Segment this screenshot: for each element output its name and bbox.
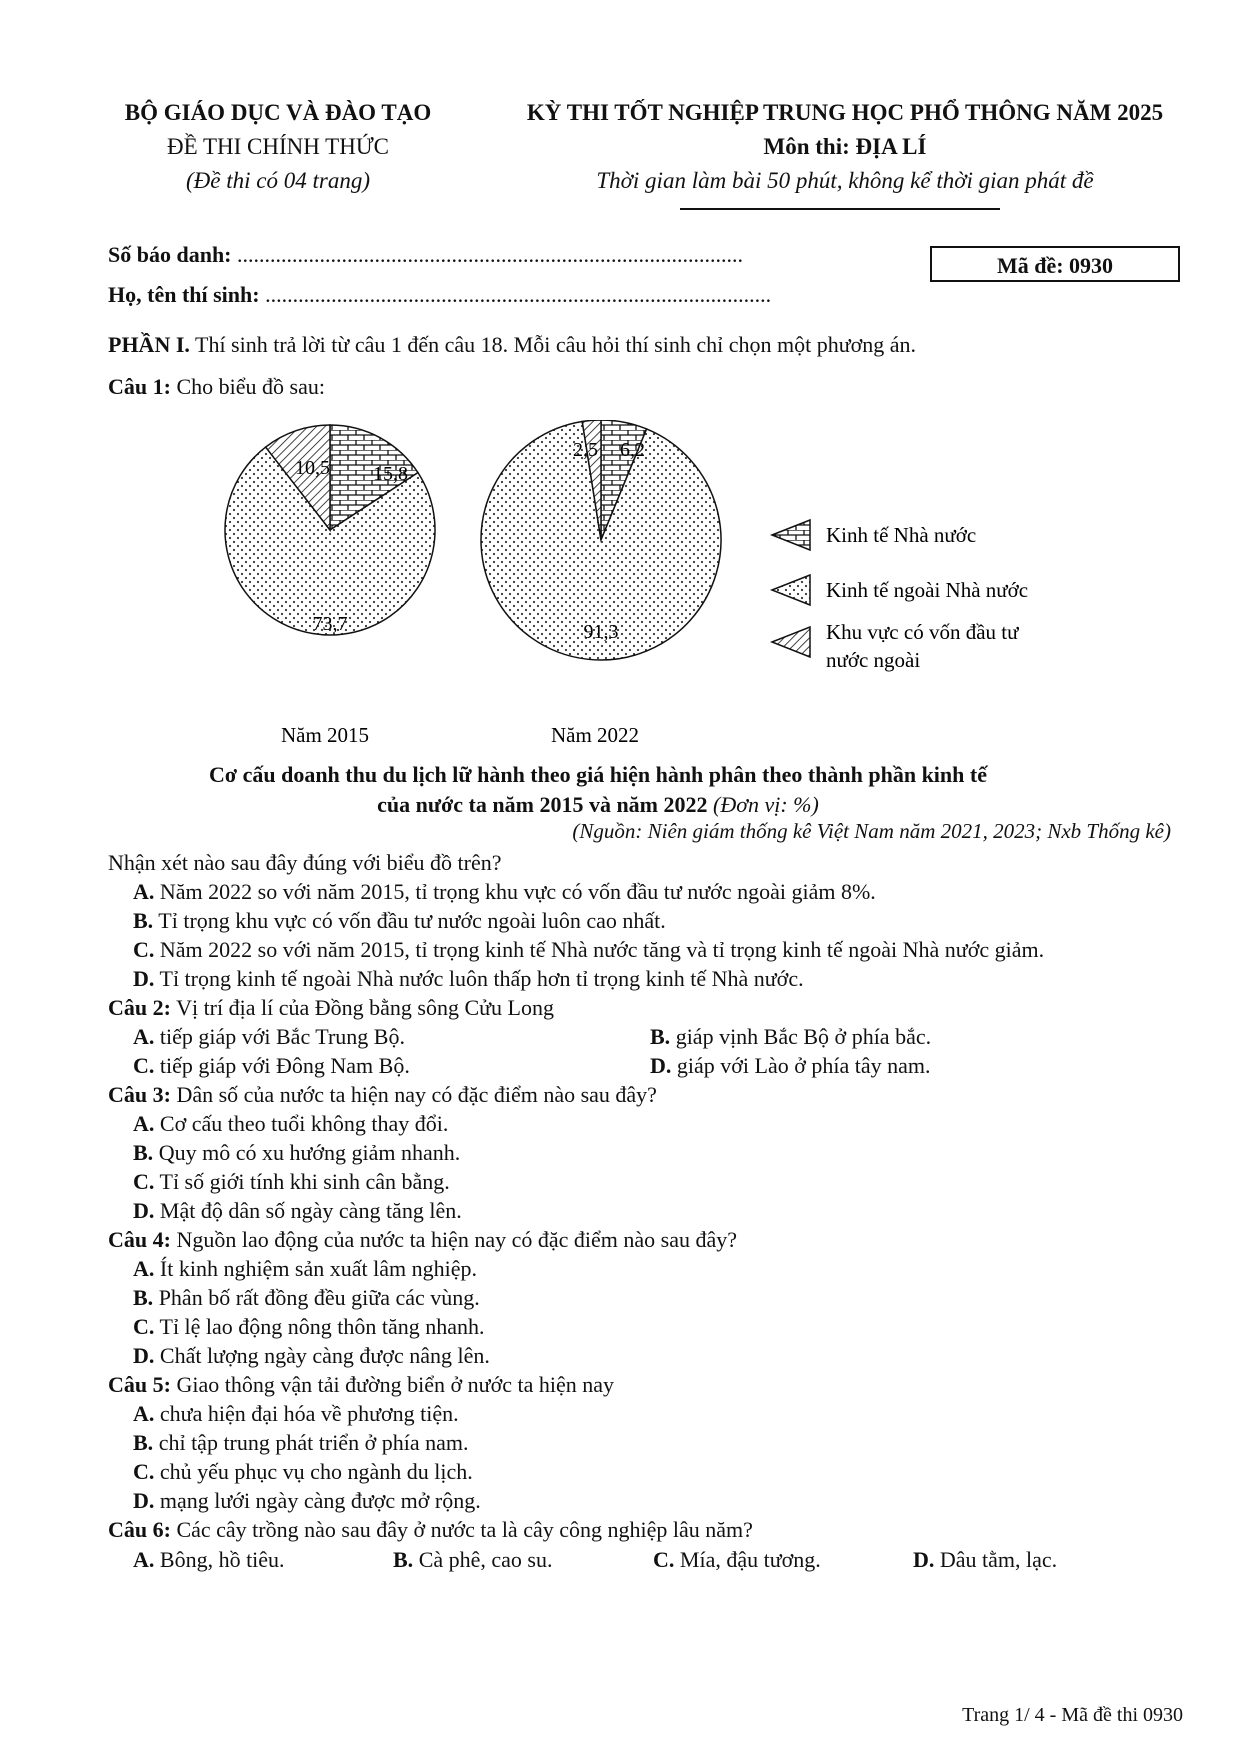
pie-chart <box>0 420 1241 760</box>
name-field <box>108 282 771 308</box>
chart-source: (Nguồn: Niên giám thống kê Việt Nam năm 2021, 2023; Nxb Thống kê) <box>572 819 1171 843</box>
q1-option-b: B. Tỉ trọng khu vực có vốn đầu tư nước ngoài luôn cao nhất. <box>133 908 666 933</box>
q5-b-text: chỉ tập trung phát triển ở phía nam. <box>158 1430 469 1455</box>
q6-b-text: Cà phê, cao su. <box>418 1547 553 1572</box>
q6-text: Các cây trồng nào sau đây ở nước ta là cây công nghiệp lâu năm? <box>176 1517 753 1542</box>
pie-2015 <box>225 425 435 635</box>
q4-option-b: B. Phân bố rất đồng đều giữa các vùng. <box>133 1285 480 1310</box>
q6-label: Câu 6: <box>108 1517 171 1542</box>
q5-text: Giao thông vận tải đường biển ở nước ta hiện nay <box>176 1372 614 1397</box>
header-left <box>98 96 458 198</box>
chart-title-line1: Cơ cấu doanh thu du lịch lữ hành theo giá hiện hành phân theo thành phần kinh tế <box>209 762 987 787</box>
q1-option-c: C. Năm 2022 so với năm 2015, tỉ trọng kinh tế Nhà nước tăng và tỉ trọng kinh tế ngoài Nhà nước giảm. <box>133 937 1045 962</box>
q4-option-a: A. Ít kinh nghiệm sản xuất lâm nghiệp. <box>133 1256 477 1281</box>
q3-option-d: D. Mật độ dân số ngày càng tăng lên. <box>133 1198 462 1223</box>
q4-a-text: Ít kinh nghiệm sản xuất lâm nghiệp. <box>159 1256 477 1281</box>
year-2015: Năm 2015 <box>280 723 370 747</box>
q5-option-c: C. chủ yếu phục vụ cho ngành du lịch. <box>133 1459 473 1484</box>
header-divider <box>680 208 1000 210</box>
q6-a-text: Bông, hồ tiêu. <box>159 1547 285 1572</box>
q5-a-text: chưa hiện đại hóa về phương tiện. <box>159 1401 459 1426</box>
q4-option-d: D. Chất lượng ngày càng được nâng lên. <box>133 1343 490 1368</box>
sbd-label: Số báo danh: <box>108 242 232 267</box>
q4-text: Nguồn lao động của nước ta hiện nay có đặc điểm nào sau đây? <box>176 1227 737 1252</box>
exam-code-value: 0930 <box>1069 253 1114 278</box>
name-dots: ............................................................................................ <box>265 282 772 307</box>
q6-c-text: Mía, đậu tương. <box>679 1547 821 1572</box>
page-footer: Trang 1/ 4 - Mã đề thi 0930 <box>962 1704 1183 1726</box>
chart-title <box>98 760 1098 820</box>
q1-label: Câu 1: <box>108 374 171 399</box>
q5-d-text: mạng lưới ngày càng được mở rộng. <box>159 1488 481 1513</box>
exam-title: KỲ THI TỐT NGHIỆP TRUNG HỌC PHỔ THÔNG NĂM 2025 <box>526 100 1164 125</box>
q3-text: Dân số của nước ta hiện nay có đặc điểm nào sau đây? <box>176 1082 657 1107</box>
q2-option-c: C. tiếp giáp với Đông Nam Bộ. <box>133 1053 410 1078</box>
q1-option-d: D. Tỉ trọng kinh tế ngoài Nhà nước luôn thấp hơn tỉ trọng kinh tế Nhà nước. <box>133 966 804 991</box>
q1-c-text: Năm 2022 so với năm 2015, tỉ trọng kinh tế Nhà nước tăng và tỉ trọng kinh tế ngoài Nhà nước giảm. <box>159 937 1045 962</box>
exam-code-box <box>930 246 1180 282</box>
q4-d-text: Chất lượng ngày càng được nâng lên. <box>159 1343 490 1368</box>
q3-option-a: A. Cơ cấu theo tuổi không thay đổi. <box>133 1111 449 1136</box>
q5-option-a: A. chưa hiện đại hóa về phương tiện. <box>133 1401 459 1426</box>
label-2022-state: 6,2 <box>620 439 645 461</box>
year-2022: Năm 2022 <box>550 723 640 747</box>
q3-option-c: C. Tỉ số giới tính khi sinh cân bằng. <box>133 1169 450 1194</box>
legend-fdi-line2: nước ngoài <box>826 648 921 672</box>
legend-fdi-line1: Khu vực có vốn đầu tư <box>826 620 1019 644</box>
q1-text: Cho biểu đồ sau: <box>176 374 325 399</box>
q4-c-text: Tỉ lệ lao động nông thôn tăng nhanh. <box>159 1314 485 1339</box>
legend-swatch-nonstate <box>772 575 810 605</box>
exam-code-label: Mã đề: <box>996 253 1064 278</box>
chart-unit: (Đơn vị: %) <box>713 792 819 817</box>
q2-label: Câu 2: <box>108 995 171 1020</box>
q6-option-a: A. Bông, hồ tiêu. <box>133 1547 285 1572</box>
q1-option-a: A. Năm 2022 so với năm 2015, tỉ trọng khu vực có vốn đầu tư nước ngoài giảm 8%. <box>133 879 876 904</box>
q2-heading <box>108 993 554 1022</box>
pages-note: (Đề thi có 04 trang) <box>186 168 370 193</box>
part-label: PHẦN I. <box>108 332 190 357</box>
label-2015-state: 15,8 <box>373 463 408 485</box>
q1-b-text: Tỉ trọng khu vực có vốn đầu tư nước ngoài luôn cao nhất. <box>158 908 666 933</box>
legend-nonstate: Kinh tế ngoài Nhà nước <box>826 578 1029 602</box>
subject: Môn thi: ĐỊA LÍ <box>763 134 927 159</box>
q2-d-text: giáp với Lào ở phía tây nam. <box>676 1053 931 1078</box>
sbd-field <box>108 242 743 268</box>
q6-option-c: C. Mía, đậu tương. <box>653 1547 821 1572</box>
name-label: Họ, tên thí sinh: <box>108 282 260 307</box>
q2-text: Vị trí địa lí của Đồng bằng sông Cửu Long <box>176 995 554 1020</box>
header-right <box>500 96 1190 198</box>
official-label: ĐỀ THI CHÍNH THỨC <box>166 134 390 159</box>
q4-b-text: Phân bố rất đồng đều giữa các vùng. <box>158 1285 480 1310</box>
sbd-dots: ............................................................................................ <box>237 242 744 267</box>
q3-a-text: Cơ cấu theo tuổi không thay đổi. <box>159 1111 449 1136</box>
q5-c-text: chủ yếu phục vụ cho ngành du lịch. <box>159 1459 473 1484</box>
q5-option-b: B. chỉ tập trung phát triển ở phía nam. <box>133 1430 469 1455</box>
q5-option-d: D. mạng lưới ngày càng được mở rộng. <box>133 1488 481 1513</box>
q4-option-c: C. Tỉ lệ lao động nông thôn tăng nhanh. <box>133 1314 485 1339</box>
q2-option-a: A. tiếp giáp với Bắc Trung Bộ. <box>133 1024 405 1049</box>
q3-label: Câu 3: <box>108 1082 171 1107</box>
q1-a-text: Năm 2022 so với năm 2015, tỉ trọng khu vực có vốn đầu tư nước ngoài giảm 8%. <box>159 879 876 904</box>
q3-option-b: B. Quy mô có xu hướng giảm nhanh. <box>133 1140 461 1165</box>
q3-d-text: Mật độ dân số ngày càng tăng lên. <box>159 1198 462 1223</box>
q1-heading <box>108 372 325 401</box>
q2-b-text: giáp vịnh Bắc Bộ ở phía bắc. <box>675 1024 932 1049</box>
q3-heading <box>108 1080 657 1109</box>
q3-b-text: Quy mô có xu hướng giảm nhanh. <box>158 1140 461 1165</box>
label-2022-nonstate: 91,3 <box>583 621 619 643</box>
label-2015-fdi: 10,5 <box>295 457 330 479</box>
q6-heading <box>108 1515 753 1544</box>
q4-heading <box>108 1225 737 1254</box>
part-instruction <box>108 330 916 359</box>
time-note: Thời gian làm bài 50 phút, không kể thời gian phát đề <box>596 168 1094 193</box>
chart-title-line2: của nước ta năm 2015 và năm 2022 <box>377 792 708 817</box>
q1-prompt: Nhận xét nào sau đây đúng với biểu đồ trên? <box>108 850 502 875</box>
q2-option-b: B. giáp vịnh Bắc Bộ ở phía bắc. <box>650 1024 932 1049</box>
q5-heading <box>108 1370 614 1399</box>
ministry-name: BỘ GIÁO DỤC VÀ ĐÀO TẠO <box>124 100 432 125</box>
q6-option-d: D. Dâu tằm, lạc. <box>913 1547 1058 1572</box>
q5-label: Câu 5: <box>108 1372 171 1397</box>
q2-c-text: tiếp giáp với Đông Nam Bộ. <box>159 1053 410 1078</box>
q4-label: Câu 4: <box>108 1227 171 1252</box>
q3-c-text: Tỉ số giới tính khi sinh cân bằng. <box>159 1169 450 1194</box>
legend-state: Kinh tế Nhà nước <box>826 523 977 547</box>
legend <box>772 520 1028 672</box>
q6-d-text: Dâu tằm, lạc. <box>939 1547 1058 1572</box>
legend-swatch-state <box>772 520 810 550</box>
q6-option-b: B. Cà phê, cao su. <box>393 1547 553 1572</box>
label-2022-fdi: 2,5 <box>573 439 598 461</box>
q2-option-d: D. giáp với Lào ở phía tây nam. <box>650 1053 931 1078</box>
label-2015-nonstate: 73,7 <box>312 613 348 635</box>
q1-d-text: Tỉ trọng kinh tế ngoài Nhà nước luôn thấp hơn tỉ trọng kinh tế Nhà nước. <box>159 966 804 991</box>
q2-a-text: tiếp giáp với Bắc Trung Bộ. <box>159 1024 405 1049</box>
legend-swatch-fdi <box>772 627 810 657</box>
part-text: Thí sinh trả lời từ câu 1 đến câu 18. Mỗi câu hỏi thí sinh chỉ chọn một phương án. <box>195 332 917 357</box>
